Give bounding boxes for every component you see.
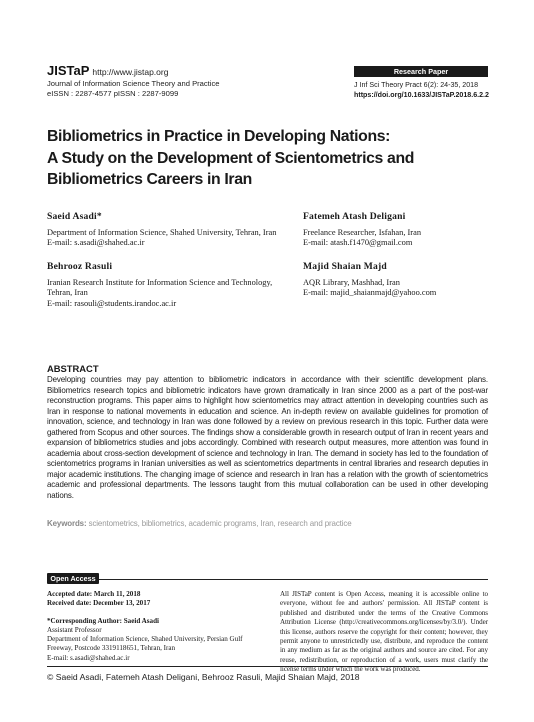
paper-title: [47, 126, 487, 191]
open-access-badge: Open Access: [47, 573, 99, 584]
author-affiliation: Freelance Researcher, Isfahan, Iran: [303, 228, 422, 237]
corresponding-email[interactable]: E-mail: s.asadi@shahed.ac.ir: [47, 653, 130, 662]
journal-issn: eISSN : 2287-4577 pISSN : 2287-9099: [47, 89, 179, 98]
author-block: [303, 261, 533, 299]
footer-divider: [47, 666, 488, 667]
corresponding-author: *Corresponding Author: Saeid Asadi: [47, 616, 160, 625]
received-date: Received date: December 13, 2017: [47, 599, 151, 608]
author-email[interactable]: E-mail: atash.f1470@gmail.com: [303, 238, 413, 248]
author-affiliation: AQR Library, Mashhad, Iran: [303, 278, 400, 287]
author-name: Fatemeh Atash Deligani: [303, 211, 406, 222]
corresponding-address: Department of Information Science, Shahed University, Persian Gulf Freeway, Postcode 3319118651, Tehran, Iran: [47, 635, 243, 653]
keywords: [47, 519, 488, 528]
journal-header: [47, 64, 307, 99]
author-affiliation: Iranian Research Institute for Information Science and Technology,: [47, 278, 273, 287]
author-name: Behrooz Rasuli: [47, 261, 113, 272]
author-block: [47, 211, 277, 249]
license-text: All JISTaP content is Open Access, meaning it is accessible online to everyone, without fee and authors' permission. All JISTaP content is published and distributed under the terms of the Creative Commons Attribution License (http://creativecommons.org/licenses/by/3.0/). Under this license, authors reserve the copyright for their content; however, they permit anyone to unrestrictedly use, distribute, and reproduce the content in any medium as far as the original authors and source are cited. For any reuse, redistribution, or reproduction of a work, users must clarify the license terms under which the work was produced.: [280, 590, 488, 674]
article-info: [47, 590, 257, 663]
author-name: Saeid Asadi*: [47, 211, 102, 222]
author-email[interactable]: E-mail: rasouli@students.irandoc.ac.ir: [47, 298, 177, 308]
section-divider: [47, 579, 488, 580]
abstract-text: Developing countries may pay attention to bibliometric indicators in accordance with their scientific development plans. Bibliometrics research topics and bibliometric indicators have grown dramatically in Iran since 2000 as a part of the post-war reconstruction programs. This paper aims to highlight how scientometrics may attract attention in developing countries such as Iran in response to national movements in education and science. An in-depth review on available guidelines for promotion of innovation, science, and technology in Iran was done followed by a review on previous research in this topic. Further data were gathered from Scopus and other sources. The findings show a considerable growth in research output of Iran in recent years and expansion of bibliometrics studies and jobs accordingly. Combined with research output measures, more attention was found in academia about cross-section development of science and technology in Iran. The demand in society has led to the foundation of scientometrics programs in Iranian universities as well as scientometrics departments in central libraries and research deputies in major academic institutions. The changing image of science and research in Iran has a relation with the growth of scientometrics academic and professional departments. The lessons taught from this mutual collaboration can be used in other developing nations.: [47, 375, 488, 500]
author-email[interactable]: E-mail: s.asadi@shahed.ac.ir: [47, 238, 145, 248]
author-name: Majid Shaian Majd: [303, 261, 387, 272]
doi-link[interactable]: https://doi.org/10.1633/JISTaP.2018.6.2.2: [354, 91, 489, 99]
paper-meta: [354, 66, 488, 100]
journal-url[interactable]: http://www.jistap.org: [92, 67, 169, 77]
title-line: Bibliometrics in Practice in Developing Nations:: [47, 128, 391, 145]
author-affiliation: Tehran, Iran: [47, 288, 88, 298]
copyright-line: © Saeid Asadi, Fatemeh Atash Deligani, Behrooz Rasuli, Majid Shaian Majd, 2018: [47, 672, 360, 682]
accepted-date: Accepted date: March 11, 2018: [47, 590, 141, 598]
author-affiliation: Department of Information Science, Shahed University, Tehran, Iran: [47, 228, 277, 237]
title-line: Bibliometrics Careers in Iran: [47, 171, 252, 188]
citation: J Inf Sci Theory Pract 6(2): 24-35, 2018: [354, 81, 479, 89]
keywords-list: scientometrics, bibliometrics, academic programs, Iran, research and practice: [88, 519, 352, 528]
paper-type-badge: Research Paper: [354, 66, 488, 77]
corresponding-title: Assistant Professor: [47, 625, 102, 634]
title-line: A Study on the Development of Scientometrics and: [47, 149, 415, 167]
author-block: [47, 261, 277, 309]
keywords-label: Keywords:: [47, 519, 87, 528]
journal-logo: JISTaP: [47, 63, 90, 78]
author-email[interactable]: E-mail: majid_shaianmajd@yahoo.com: [303, 288, 437, 298]
journal-name: Journal of Information Science Theory and Practice: [47, 79, 220, 88]
author-block: [303, 211, 533, 249]
abstract-heading: ABSTRACT: [47, 363, 99, 374]
